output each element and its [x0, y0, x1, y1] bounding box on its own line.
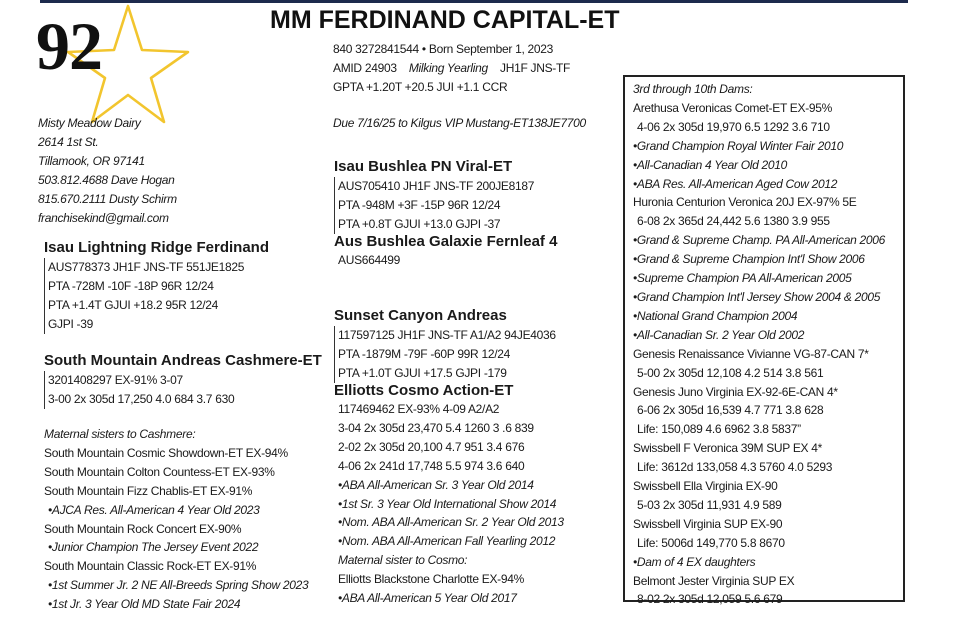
dams-box [623, 75, 905, 607]
list-item: •Grand Champion Royal Winter Fair 2010 [633, 138, 844, 153]
list-item: •All-Canadian 4 Year Old 2010 [633, 157, 788, 172]
consignor-line: Misty Meadow Dairy [38, 116, 141, 130]
sire-dam-line: AUS664499 [338, 253, 401, 267]
dam-sire-name: Sunset Canyon Andreas [334, 307, 507, 324]
consignor-line: 2614 1st St. [38, 134, 99, 149]
list-item: •ABA All-American 5 Year Old 2017 [338, 591, 517, 606]
list-item: •Grand & Supreme Champion Int'l Show 2006 [633, 252, 865, 267]
dams-box-heading: 3rd through 10th Dams: [633, 82, 753, 96]
consignor-line: 815.670.2111 Dusty Schirm [38, 191, 177, 206]
sire-sire-line: AUS705410 JH1F JNS-TF 200JE8187 [338, 179, 535, 193]
list-item: South Mountain Fizz Chablis-ET EX-91% [44, 483, 253, 498]
list-item: Belmont Jester Virginia SUP EX [633, 573, 795, 588]
list-item: Swissbell F Veronica 39M SUP EX 4* [633, 441, 823, 456]
list-item: 4-06 2x 241d 17,748 5.5 974 3.6 640 [338, 458, 525, 473]
sire-name: Isau Lightning Ridge Ferdinand [44, 239, 269, 256]
list-item: 3-04 2x 305d 23,470 5.4 1260 3 .6 839 [338, 420, 534, 435]
list-item: Maternal sister to Cosmo: [338, 553, 468, 568]
sire-sire-line: PTA +0.8T GJUI +13.0 GJPI -37 [338, 216, 501, 231]
list-item: South Mountain Rock Concert EX-90% [44, 521, 242, 536]
list-item: •Junior Champion The Jersey Event 2022 [48, 540, 259, 555]
amid: AMID 24903 [333, 60, 397, 75]
sire-block [44, 258, 244, 334]
maternal-sisters-heading: Maternal sisters to Cashmere: [44, 427, 196, 441]
animal-header [333, 40, 570, 97]
dam-sire-line: PTA -1879M -79F -60P 99R 12/24 [338, 346, 510, 361]
dam-sire-line: PTA +1.0T GJUI +17.5 GJPI -179 [338, 365, 507, 380]
list-item: Life: 150,089 4.6 6962 3.8 5837” [637, 422, 801, 437]
sire-sire-name: Isau Bushlea PN Viral-ET [334, 158, 513, 175]
list-item: Life: 3612d 133,058 4.3 5760 4.0 5293 [637, 460, 833, 475]
maternal-sisters [44, 425, 308, 614]
list-item: Arethusa Veronicas Comet-ET EX-95% [633, 100, 833, 115]
list-item: South Mountain Classic Rock-ET EX-91% [44, 559, 257, 574]
dam-sire-line: 117597125 JH1F JNS-TF A1/A2 94JE4036 [338, 328, 556, 342]
list-item: 2-02 2x 305d 20,100 4.7 951 3.4 676 [338, 439, 525, 454]
due-date: Due 7/16/25 to Kilgus VIP Mustang-ET138JE7700 [333, 116, 586, 130]
maternal-sisters-list [44, 444, 308, 614]
list-item: •Nom. ABA All-American Fall Yearling 2012 [338, 534, 556, 549]
list-item: •National Grand Champion 2004 [633, 308, 798, 323]
list-item: 8-02 2x 305d 12,059 5.6 679 [637, 592, 783, 607]
list-item: South Mountain Cosmic Showdown-ET EX-94% [44, 445, 288, 460]
reg-birth: 840 3272841544 • Born September 1, 2023 [333, 42, 554, 56]
dam-dam-block [338, 400, 564, 608]
dams-box-content [633, 80, 885, 609]
list-item: •Grand & Supreme Champ. PA All-American 2006 [633, 233, 886, 248]
list-item: Elliotts Blackstone Charlotte EX-94% [338, 572, 524, 587]
amid-line [333, 59, 570, 78]
sire-dam-block [338, 251, 400, 270]
dam-block [44, 371, 234, 409]
sire-line: PTA -728M -10F -18P 96R 12/24 [48, 278, 214, 293]
codes: JH1F JNS-TF [500, 60, 571, 75]
list-item: •Grand Champion Int'l Jersey Show 2004 & 2005 [633, 289, 881, 304]
dams-box-list [633, 99, 885, 609]
list-item: •ABA All-American Sr. 3 Year Old 2014 [338, 477, 534, 492]
consignor-line: Tillamook, OR 97141 [38, 153, 145, 168]
list-item: Huronia Centurion Veronica 20J EX-97% 5E [633, 195, 857, 210]
list-item: •ABA Res. All-American Aged Cow 2012 [633, 176, 838, 191]
consignor-line: franchisekind@gmail.com [38, 210, 169, 225]
dam-line: 3-00 2x 305d 17,250 4.0 684 3.7 630 [48, 391, 235, 406]
list-item: Life: 5006d 149,770 5.8 8670 [637, 535, 785, 550]
lot-number: 92 [36, 8, 102, 84]
dam-sire-block [334, 326, 556, 383]
list-item: •All-Canadian Sr. 2 Year Old 2002 [633, 327, 805, 342]
list-item: Genesis Juno Virginia EX-92-6E-CAN 4* [633, 384, 838, 399]
gpta: GPTA +1.20T +20.5 JUI +1.1 CCR [333, 79, 508, 94]
class: Milking Yearling [408, 60, 488, 75]
list-item: South Mountain Colton Countess-ET EX-93% [44, 464, 275, 479]
list-item: 6-08 2x 365d 24,442 5.6 1380 3.9 955 [637, 214, 830, 229]
sire-sire-block [334, 177, 534, 234]
list-item: •Supreme Champion PA All-American 2005 [633, 271, 852, 286]
list-item: 6-06 2x 305d 16,539 4.7 771 3.8 628 [637, 403, 824, 418]
list-item: Swissbell Virginia SUP EX-90 [633, 516, 783, 531]
consignor-line: 503.812.4688 Dave Hogan [38, 172, 175, 187]
sire-sire-line: PTA -948M +3F -15P 96R 12/24 [338, 197, 501, 212]
list-item: •Dam of 4 EX daughters [633, 554, 756, 569]
list-item: Swissbell Ella Virginia EX-90 [633, 479, 778, 494]
dam-dam-name: Elliotts Cosmo Action-ET [334, 382, 514, 399]
sire-dam-name: Aus Bushlea Galaxie Fernleaf 4 [334, 233, 558, 250]
sire-line: GJPI -39 [48, 316, 93, 331]
list-item: Genesis Renaissance Vivianne VG-87-CAN 7* [633, 346, 869, 361]
dam-name: South Mountain Andreas Cashmere-ET [44, 352, 322, 369]
list-item: •1st Summer Jr. 2 NE All-Breeds Spring Show 2023 [48, 578, 309, 593]
list-item: 117469462 EX-93% 4-09 A2/A2 [338, 402, 500, 416]
list-item: 5-03 2x 305d 11,931 4.9 589 [637, 497, 782, 512]
list-item: •AJCA Res. All-American 4 Year Old 2023 [48, 502, 260, 517]
list-item: •Nom. ABA All-American Sr. 2 Year Old 2013 [338, 515, 564, 530]
list-item: 4-06 2x 305d 19,970 6.5 1292 3.6 710 [637, 119, 830, 134]
list-item: •1st Sr. 3 Year Old International Show 2014 [338, 496, 557, 511]
consignor [38, 114, 177, 227]
dam-line: 3201408297 EX-91% 3-07 [48, 373, 183, 387]
sire-line: AUS778373 JH1F JNS-TF 551JE1825 [48, 260, 245, 274]
list-item: 5-00 2x 305d 12,108 4.2 514 3.8 561 [637, 365, 824, 380]
page-title: MM FERDINAND CAPITAL-ET [270, 6, 620, 34]
sire-line: PTA +1.4T GJUI +18.2 95R 12/24 [48, 297, 218, 312]
list-item: •1st Jr. 3 Year Old MD State Fair 2024 [48, 597, 241, 612]
